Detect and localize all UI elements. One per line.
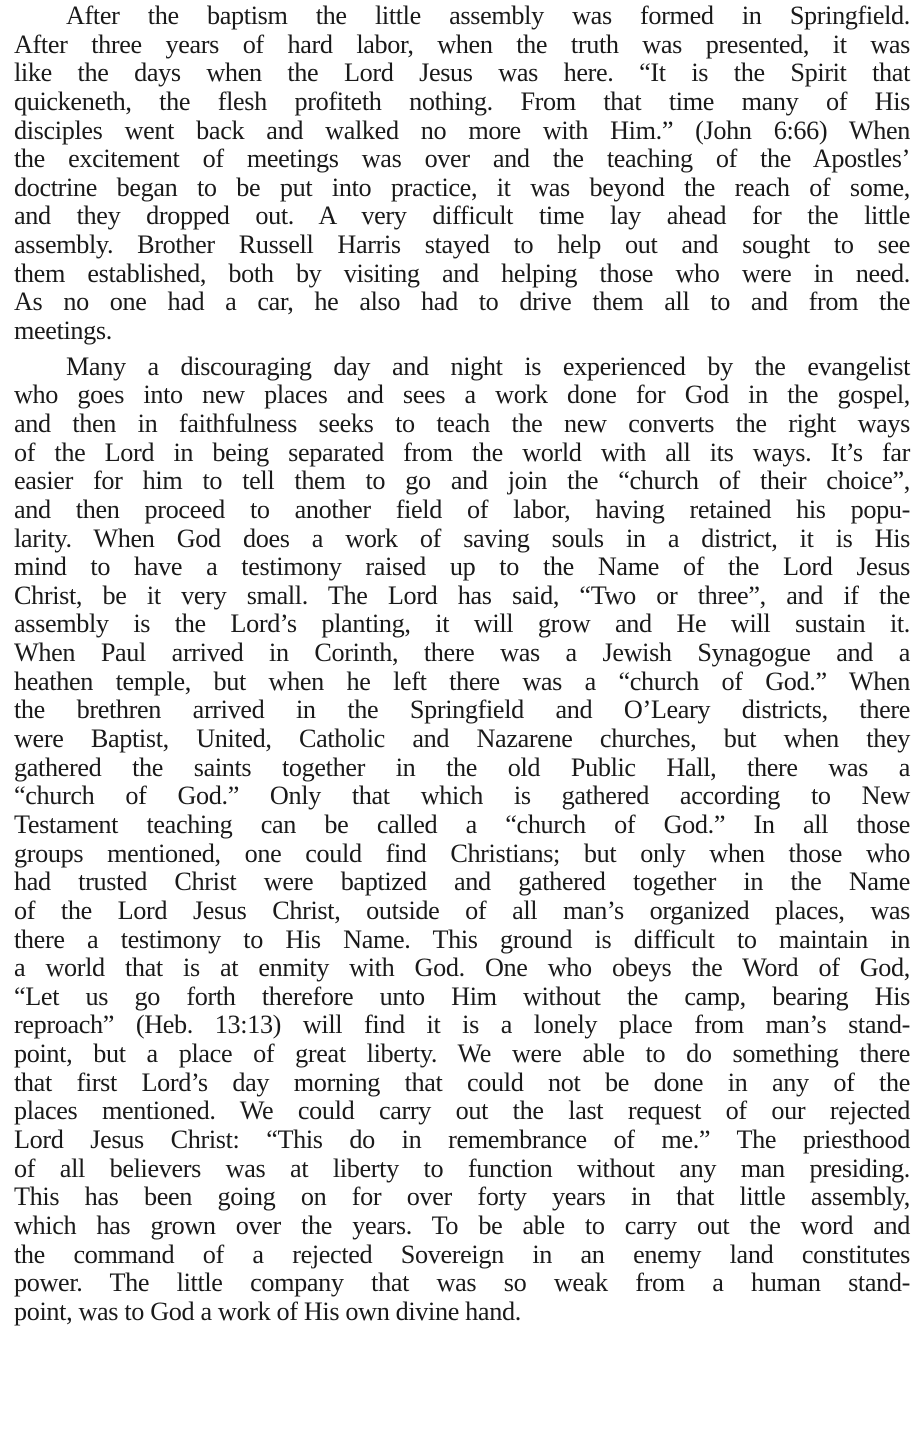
- text-line: were Baptist, United, Catholic and Nazarene churches, but when they: [14, 724, 910, 754]
- text-line: groups mentioned, one could find Christians; but only when those who: [14, 838, 910, 868]
- text-line: “Let us go forth therefore unto Him without the camp, bearing His: [14, 981, 910, 1011]
- text-line: of all believers was at liberty to function without any man presiding.: [14, 1153, 910, 1183]
- text-line: larity. When God does a work of saving souls in a district, it is His: [14, 523, 910, 553]
- text-line: the excitement of meetings was over and the teaching of the Apostles’: [14, 144, 910, 174]
- text-line: and then proceed to another field of labor, having retained his popu-: [14, 494, 910, 524]
- text-line: there a testimony to His Name. This ground is difficult to maintain in: [14, 924, 910, 954]
- text-line: easier for him to tell them to go and join the “church of their choice”,: [14, 466, 910, 496]
- text-line: doctrine began to be put into practice, it was beyond the reach of some,: [14, 172, 910, 202]
- text-line: mind to have a testimony raised up to the Name of the Lord Jesus: [14, 552, 910, 582]
- text-line: This has been going on for over forty years in that little assembly,: [14, 1182, 910, 1212]
- text-line: who goes into new places and sees a work done for God in the gospel,: [14, 380, 910, 410]
- text-line: assembly. Brother Russell Harris stayed to help out and sought to see: [14, 230, 910, 260]
- text-line: Many a discouraging day and night is experienced by the evangelist: [66, 351, 910, 381]
- text-line: had trusted Christ were baptized and gathered together in the Name: [14, 867, 910, 897]
- text-line: the command of a rejected Sovereign in an enemy land constitutes: [14, 1239, 910, 1269]
- text-line: heathen temple, but when he left there was a “church of God.” When: [14, 666, 910, 696]
- text-line: gathered the saints together in the old Public Hall, there was a: [14, 752, 910, 782]
- text-line: and then in faithfulness seeks to teach the new converts the right ways: [14, 408, 910, 438]
- text-line: quickeneth, the flesh profiteth nothing. From that time many of His: [14, 86, 910, 116]
- text-line: places mentioned. We could carry out the last request of our rejected: [14, 1096, 910, 1126]
- text-line: Christ, be it very small. The Lord has said, “Two or three”, and if the: [14, 580, 910, 610]
- text-line: “church of God.” Only that which is gathered according to New: [14, 781, 910, 811]
- text-line: point, but a place of great liberty. We were able to do something there: [14, 1039, 910, 1069]
- text-line: reproach” (Heb. 13:13) will find it is a lonely place from man’s stand-: [14, 1010, 910, 1040]
- text-line: of the Lord Jesus Christ, outside of all man’s organized places, was: [14, 895, 910, 925]
- text-line: As no one had a car, he also had to drive them all to and from the: [14, 287, 910, 317]
- text-line: meetings.: [14, 316, 112, 346]
- text-line: power. The little company that was so weak from a human stand-: [14, 1268, 910, 1298]
- text-line: When Paul arrived in Corinth, there was a Jewish Synagogue and a: [14, 638, 910, 668]
- text-line: like the days when the Lord Jesus was here. “It is the Spirit that: [14, 58, 910, 88]
- document-page: [14, 2, 910, 1326]
- paragraph-2: [14, 353, 910, 1327]
- text-line: point, was to God a work of His own divine hand.: [14, 1296, 521, 1326]
- text-line: which has grown over the years. To be able to carry out the word and: [14, 1210, 910, 1240]
- text-line: After three years of hard labor, when the truth was presented, it was: [14, 29, 910, 59]
- text-line: that first Lord’s day morning that could not be done in any of the: [14, 1067, 910, 1097]
- text-line: a world that is at enmity with God. One who obeys the Word of God,: [14, 953, 910, 983]
- text-line: disciples went back and walked no more with Him.” (John 6:66) When: [14, 115, 910, 145]
- text-line: the brethren arrived in the Springfield and O’Leary districts, there: [14, 695, 910, 725]
- text-line: Lord Jesus Christ: “This do in remembrance of me.” The priesthood: [14, 1124, 910, 1154]
- text-line: them established, both by visiting and helping those who were in need.: [14, 258, 910, 288]
- text-line: and they dropped out. A very difficult time lay ahead for the little: [14, 201, 910, 231]
- text-line: Testament teaching can be called a “church of God.” In all those: [14, 809, 910, 839]
- text-line: of the Lord in being separated from the world with all its ways. It’s far: [14, 437, 910, 467]
- text-line: After the baptism the little assembly was formed in Springfield.: [66, 1, 910, 30]
- paragraph-1: [14, 2, 910, 346]
- text-line: assembly is the Lord’s planting, it will grow and He will sustain it.: [14, 609, 910, 639]
